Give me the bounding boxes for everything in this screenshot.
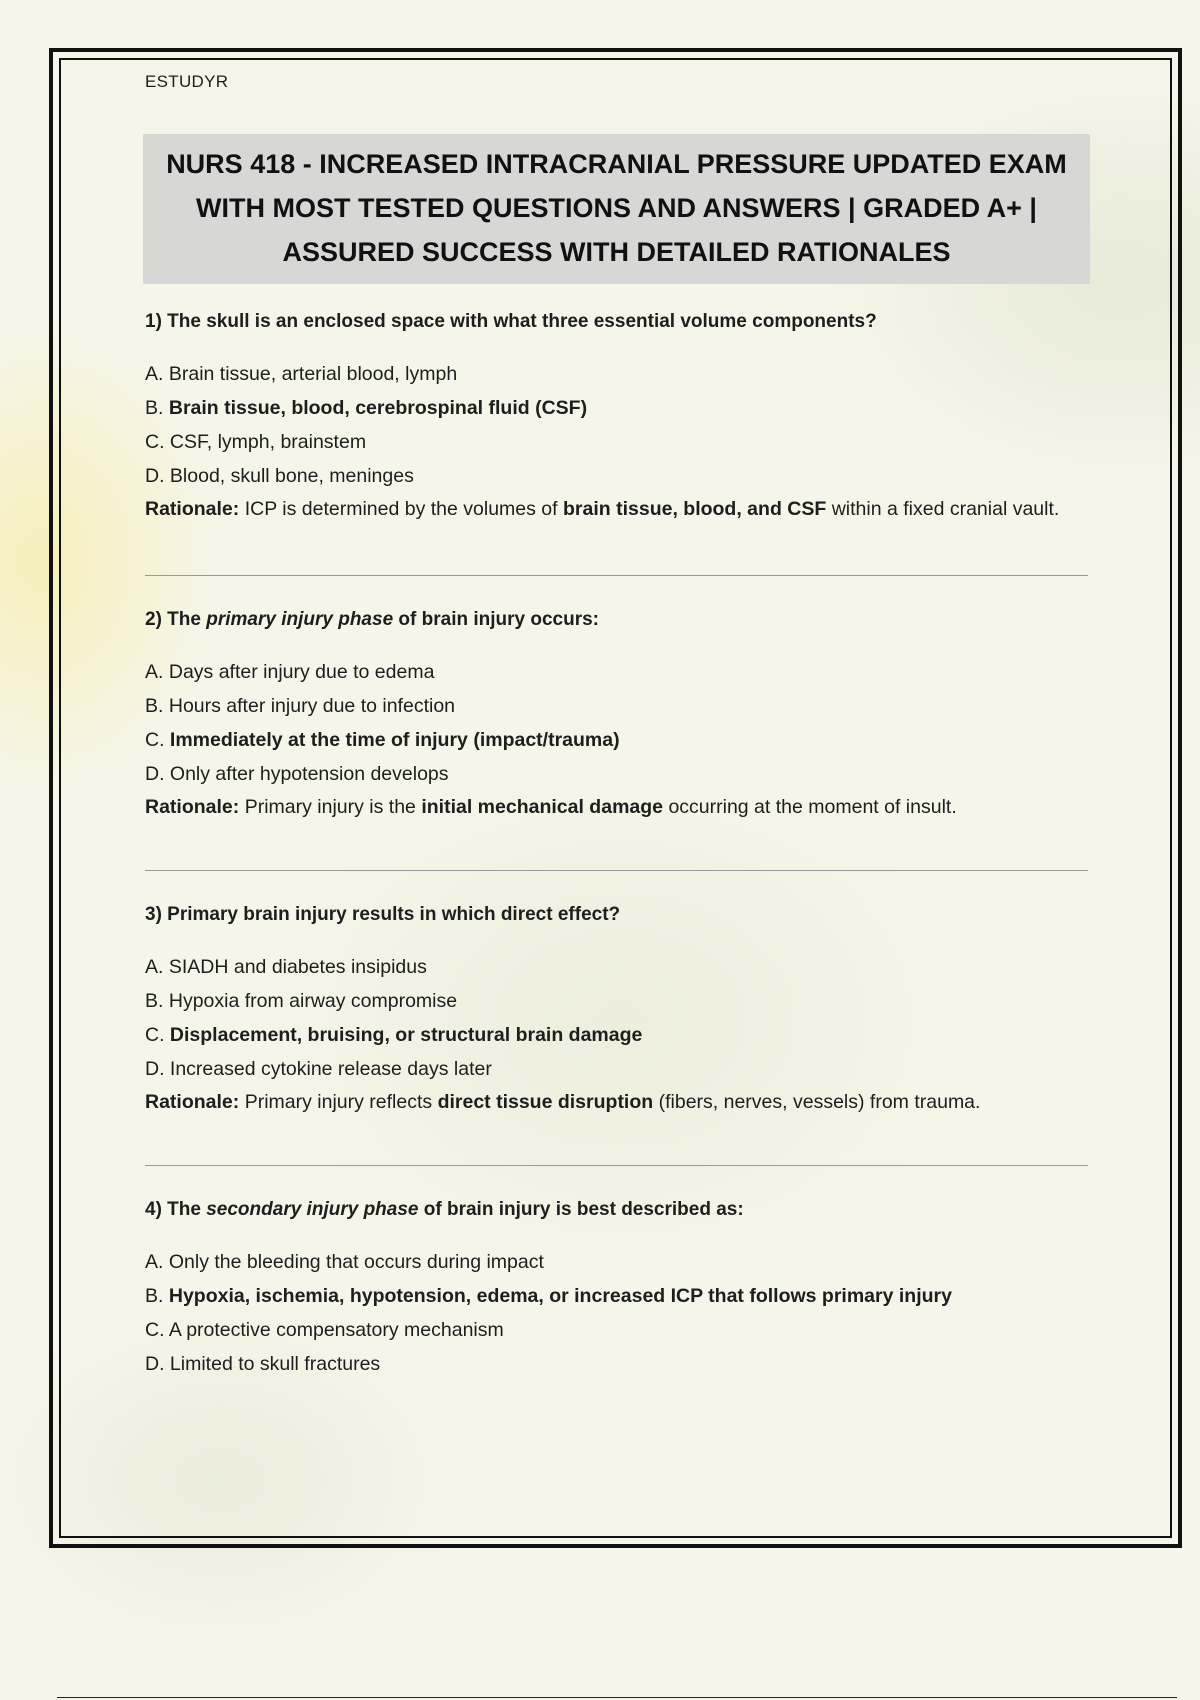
question-2 xyxy=(145,606,1090,823)
option-1d: D. Blood, skull bone, meninges xyxy=(145,465,414,487)
option-4b-correct: B. Hypoxia, ischemia, hypotension, edema, or increased ICP that follows primary injury xyxy=(145,1285,952,1307)
question-2-prompt: 2) The primary injury phase of brain injury occurs: xyxy=(145,609,600,630)
option-3d: D. Increased cytokine release days later xyxy=(145,1058,492,1080)
question-3 xyxy=(145,901,1090,1118)
option-3a: A. SIADH and diabetes insipidus xyxy=(145,956,427,978)
document-content xyxy=(145,72,1090,1381)
option-2a: A. Days after injury due to edema xyxy=(145,661,435,683)
option-3c-correct: C. Displacement, bruising, or structural brain damage xyxy=(145,1024,643,1046)
question-3-rationale: Rationale: Primary injury reflects direct tissue disruption (fibers, nerves, vessels) from trauma. xyxy=(145,1091,981,1113)
question-1 xyxy=(145,308,1090,525)
option-2b: B. Hours after injury due to infection xyxy=(145,695,456,717)
question-1-prompt: 1) The skull is an enclosed space with what three essential volume components? xyxy=(145,311,877,332)
question-1-options xyxy=(145,357,1090,493)
option-1c: C. CSF, lymph, brainstem xyxy=(145,431,367,453)
option-1b-correct: B. Brain tissue, blood, cerebrospinal fluid (CSF) xyxy=(145,397,588,419)
option-4d: D. Limited to skull fractures xyxy=(145,1353,381,1375)
question-2-rationale: Rationale: Primary injury is the initial mechanical damage occurring at the moment of insult. xyxy=(145,796,957,818)
document-title xyxy=(143,134,1090,284)
title-line-2: WITH MOST TESTED QUESTIONS AND ANSWERS | GRADED A+ | xyxy=(196,193,1037,223)
option-3b: B. Hypoxia from airway compromise xyxy=(145,990,458,1012)
option-2d: D. Only after hypotension develops xyxy=(145,763,449,785)
question-4-options xyxy=(145,1245,1090,1381)
question-4 xyxy=(145,1196,1090,1381)
footer-rule xyxy=(57,1697,1177,1698)
brand-label: ESTUDYR xyxy=(145,72,229,91)
section-divider xyxy=(145,1165,1088,1166)
title-line-3: ASSURED SUCCESS WITH DETAILED RATIONALES xyxy=(282,237,951,267)
title-line-1: NURS 418 - INCREASED INTRACRANIAL PRESSURE UPDATED EXAM xyxy=(166,149,1067,179)
question-3-options xyxy=(145,950,1090,1086)
section-divider xyxy=(145,575,1088,576)
question-2-options xyxy=(145,655,1090,791)
question-4-prompt: 4) The secondary injury phase of brain injury is best described as: xyxy=(145,1199,744,1220)
option-4c: C. A protective compensatory mechanism xyxy=(145,1319,504,1341)
option-1a: A. Brain tissue, arterial blood, lymph xyxy=(145,363,458,385)
option-4a: A. Only the bleeding that occurs during impact xyxy=(145,1251,544,1273)
question-3-prompt: 3) Primary brain injury results in which direct effect? xyxy=(145,904,621,925)
section-divider xyxy=(145,870,1088,871)
option-2c-correct: C. Immediately at the time of injury (impact/trauma) xyxy=(145,729,620,751)
question-1-rationale: Rationale: ICP is determined by the volumes of brain tissue, blood, and CSF within a fixed cranial vault. xyxy=(145,498,1060,520)
